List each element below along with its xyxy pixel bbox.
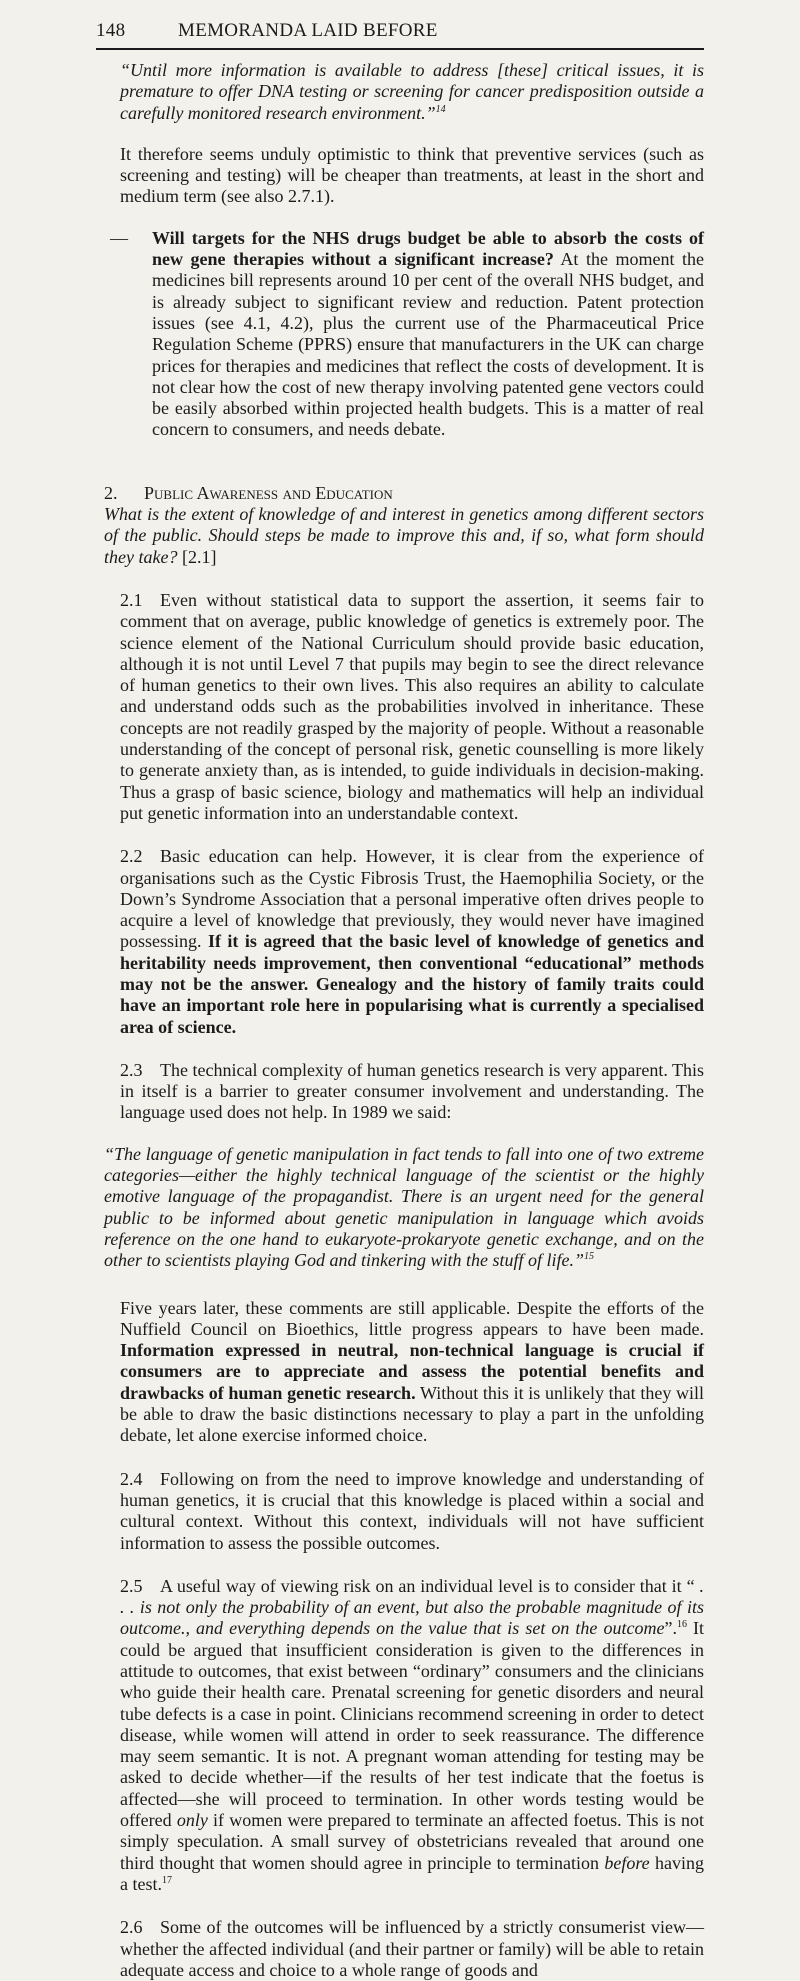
footnote-ref: 14	[435, 103, 446, 115]
footnote-ref: 15	[583, 1251, 594, 1263]
paragraph-2-1: 2.1 Even without statistical data to support the assertion, it seems fair to comment that on average, public knowledge of genetics is extremely poor. The science element of the National Curriculum should provide basic education, although it is not until Level 7 that pupils may begin to see the direct relevance of human genetics to their own lives. This also requires an ability to calculate and understand odds such as the probabilities involved in inheritance. These concepts are not readily grasped by the majority of people. Without a reasonable understanding of the concept of personal risk, genetic counselling is more likely to generate anxiety than, as is intended, to guide individuals in decision-making. Thus a grasp of basic science, biology and mathematics will help an individual put genetic information into an understandable context.	[120, 589, 704, 823]
running-title: MEMORANDA LAID BEFORE	[178, 20, 438, 41]
page-body	[104, 60, 704, 1981]
section-heading: 2. Public Awareness and Education	[104, 482, 393, 503]
drugs-budget-question: Will targets for the NHS drugs budget be able to absorb the costs of new gene therapies without a significant increase?	[152, 227, 704, 270]
paragraph-2-6: 2.6 Some of the outcomes will be influenced by a strictly consumerist view—whether the affected individual (and their partner or family) will be able to retain adequate access and choice to a whole range of goods and	[120, 1917, 704, 1980]
footnote-ref: 16	[676, 1619, 687, 1631]
paragraph-optimistic: It therefore seems unduly optimistic to think that preventive services (such as screening and testing) will be cheaper than treatments, at least in the short and medium term (see also 2.7.1).	[120, 143, 704, 207]
footnote-ref: 17	[162, 1874, 172, 1886]
page-number: 148	[96, 20, 126, 41]
paragraph-2-4: 2.4 Following on from the need to improve knowledge and understanding of human genetics, it is crucial that this knowledge is placed within a social and cultural context. Without this context, individuals will not have sufficient information to assess the possible outcomes.	[120, 1468, 704, 1553]
paragraph-2-2: 2.2 Basic education can help. However, it is clear from the experience of organisations such as the Cystic Fibrosis Trust, the Haemophilia Society, or the Down’s Syndrome Association that a personal imperative often drives people to acquire a level of knowledge that previously, they would never have imagined possessing. If it is agreed that the basic level of knowledge of genetics and heritability needs improvement, then conventional “educational” methods may not be the answer. Genealogy and the history of family traits could have an important role here in popularising what is currently a specialised area of science.	[120, 846, 704, 1037]
dash-marker: —	[110, 227, 128, 248]
running-header	[96, 18, 704, 50]
quote-genetic-language: “The language of genetic manipulation in fact tends to fall into one of two extreme categories—either the highly technical language of the scientist or the highly emotive language of the propagandist. There is an urgent need for the general public to be informed about genetic manipulation in language which avoids reference on the one hand to eukaryote-prokaryote genetic exchange, and on the other to scientists playing God and tinkering with the stuff of life.”$^{15}$	[104, 1143, 704, 1271]
quote-dna-testing: “Until more information is available to address [these] critical issues, it is premature to offer DNA testing or screening for cancer predisposition outside a carefully monitored research environment.”$^{14}$	[120, 60, 704, 123]
paragraph-five-years: Five years later, these comments are still applicable. Despite the efforts of the Nuffield Council on Bioethics, little progress appears to have been made. Information expressed in neutral, non-technical language is crucial if consumers are to appreciate and assess the potential benefits and drawbacks of human genetic research. Without this it is unlikely that they will be able to draw the basic distinctions necessary to play a part in the unfolding debate, let alone exercise informed choice.	[120, 1297, 705, 1446]
dash-item-drugs-budget: — Will targets for the NHS drugs budget be able to absorb the costs of new gene therapies without a significant increase? At the moment the medicines bill represents around 10 per cent of the overall NHS budget, and is already subject to significant review and reduction. Patent protection issues (see 4.1, 4.2), plus the current use of the Pharmaceutical Price Regulation Scheme (PPRS) ensure that manufacturers in the UK can charge prices for therapies and medicines that reflect the costs of development. It is not clear how the cost of new therapy involving patented gene vectors could be easily absorbed within projected health budgets. This is a matter of real concern to consumers, and needs debate.	[104, 228, 704, 441]
section-question: What is the extent of knowledge of and interest in genetics among different sectors of the public. Should steps be made to improve this and, if so, what form should they take? [2.1]	[104, 504, 704, 567]
paragraph-2-5: 2.5 A useful way of viewing risk on an individual level is to consider that it “ . . . is not only the probability of an event, but also the probable magnitude of its outcome., and everything depends on the value that is set on the outcome”.$^{16}$ It could be argued that insufficient consideration is given to the differences in attitude to outcomes, that exist between “ordinary” consumers and the clinicians who guide their health care. Prenatal screening for genetic disorders and neural tube defects is a case in point. Clinicians recommend screening in order to detect disease, while women will attend in order to seek reassurance. The difference may seem semantic. It is not. A pregnant woman attending for testing may be asked to decide whether—if the results of her test indicate that the foetus is affected—she will proceed to termination. In other words testing would be offered only if women were prepared to terminate an affected foetus. This is not simply speculation. A small survey of obstetricians revealed that around one third thought that women should agree in principle to termination before having a test.$^{17}$	[120, 1575, 705, 1894]
paragraph-2-3: 2.3 The technical complexity of human genetics research is very apparent. This in itself is a barrier to greater consumer involvement and understanding. The language used does not help. In 1989 we said:	[120, 1059, 704, 1123]
